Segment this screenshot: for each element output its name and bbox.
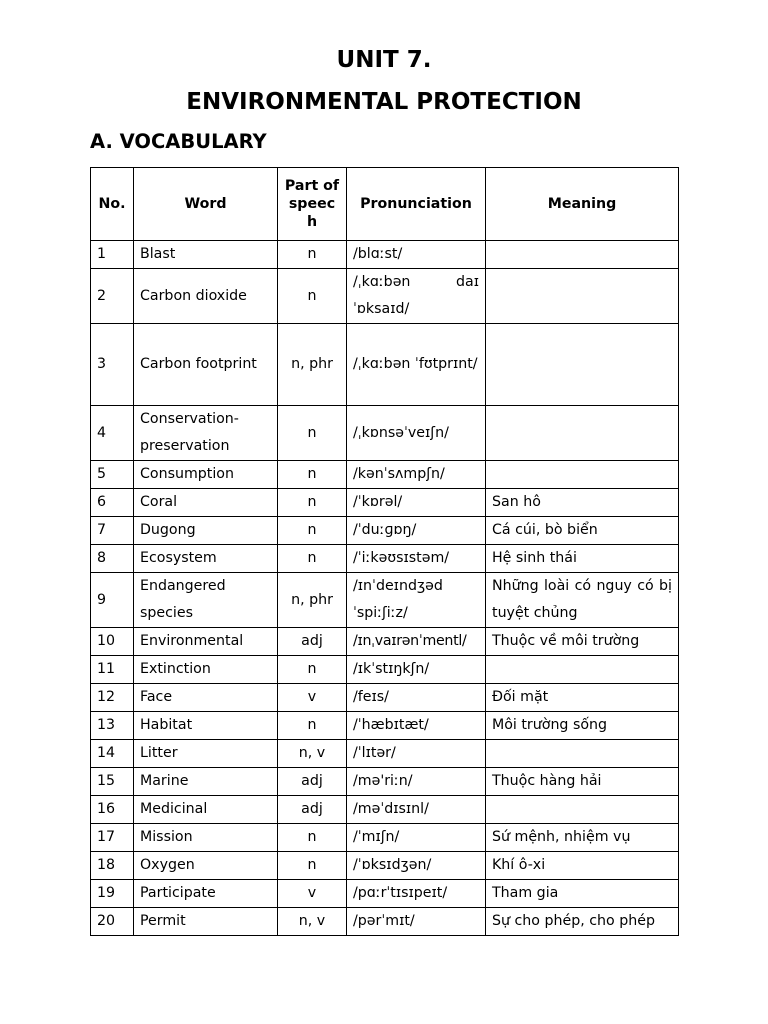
column-header-pronunciation: Pronunciation xyxy=(347,168,486,241)
row-word: Dugong xyxy=(134,517,278,545)
row-pronunciation: /ˈiːkəʊsɪstəm/ xyxy=(347,545,486,573)
table-header-row xyxy=(91,168,679,241)
row-word: Habitat xyxy=(134,712,278,740)
row-number: 17 xyxy=(91,824,134,852)
row-number: 15 xyxy=(91,768,134,796)
table-row xyxy=(91,406,679,461)
row-pronunciation: /feɪs/ xyxy=(347,684,486,712)
section-heading: A. VOCABULARY xyxy=(90,130,267,153)
row-word: Mission xyxy=(134,824,278,852)
table-row xyxy=(91,712,679,740)
table-row xyxy=(91,796,679,824)
row-pronunciation: /ˈɒksɪdʒən/ xyxy=(347,852,486,880)
row-pronunciation: /ˌkɑːbən ˈfʊtprɪnt/ xyxy=(347,324,486,406)
row-number: 11 xyxy=(91,656,134,684)
row-pronunciation: /məˈdɪsɪnl/ xyxy=(347,796,486,824)
row-meaning xyxy=(486,740,679,768)
row-part-of-speech: n xyxy=(278,406,347,461)
row-word: Face xyxy=(134,684,278,712)
row-part-of-speech: n, v xyxy=(278,908,347,936)
row-word: Extinction xyxy=(134,656,278,684)
row-number: 3 xyxy=(91,324,134,406)
row-number: 18 xyxy=(91,852,134,880)
table-row xyxy=(91,241,679,269)
row-number: 20 xyxy=(91,908,134,936)
row-part-of-speech: adj xyxy=(278,628,347,656)
row-word: Carbon footprint xyxy=(134,324,278,406)
table-row xyxy=(91,628,679,656)
row-pronunciation: /ˌkɒnsəˈveɪʃn/ xyxy=(347,406,486,461)
row-meaning: Thuộc hàng hải xyxy=(486,768,679,796)
row-pronunciation: /ˈhæbɪtæt/ xyxy=(347,712,486,740)
row-word: Blast xyxy=(134,241,278,269)
row-number: 5 xyxy=(91,461,134,489)
row-pronunciation xyxy=(347,269,486,324)
row-number: 6 xyxy=(91,489,134,517)
row-part-of-speech: n xyxy=(278,461,347,489)
row-pronunciation: /ɪkˈstɪŋkʃn/ xyxy=(347,656,486,684)
page-title: ENVIRONMENTAL PROTECTION xyxy=(186,89,582,115)
row-word: Medicinal xyxy=(134,796,278,824)
row-number: 19 xyxy=(91,880,134,908)
row-word: Endangered species xyxy=(134,573,278,628)
row-meaning: Đối mặt xyxy=(486,684,679,712)
row-meaning xyxy=(486,269,679,324)
row-meaning xyxy=(486,461,679,489)
row-word: Permit xyxy=(134,908,278,936)
row-pronunciation: /ɪnˈdeɪndʒəd ˈspiːʃiːz/ xyxy=(347,573,486,628)
column-header-meaning: Meaning xyxy=(486,168,679,241)
row-meaning: Sự cho phép, cho phép xyxy=(486,908,679,936)
table-row xyxy=(91,324,679,406)
row-part-of-speech: n xyxy=(278,852,347,880)
row-pronunciation: /ˈkɒrəl/ xyxy=(347,489,486,517)
row-meaning: San hô xyxy=(486,489,679,517)
row-meaning: Cá cúi, bò biển xyxy=(486,517,679,545)
row-part-of-speech: n, phr xyxy=(278,573,347,628)
row-meaning: Môi trường sống xyxy=(486,712,679,740)
row-number: 9 xyxy=(91,573,134,628)
row-number: 4 xyxy=(91,406,134,461)
row-word: Carbon dioxide xyxy=(134,269,278,324)
row-pronunciation: /blɑːst/ xyxy=(347,241,486,269)
table-row xyxy=(91,684,679,712)
row-meaning xyxy=(486,656,679,684)
table-row xyxy=(91,740,679,768)
table-row xyxy=(91,852,679,880)
unit-heading: UNIT 7. xyxy=(336,47,432,73)
column-header-part-of-speech: Part of speech xyxy=(278,168,347,241)
row-meaning: Hệ sinh thái xyxy=(486,545,679,573)
row-part-of-speech: n xyxy=(278,712,347,740)
row-pronunciation: /kənˈsʌmpʃn/ xyxy=(347,461,486,489)
row-pronunciation: /ɪnˌvaɪrənˈmentl/ xyxy=(347,628,486,656)
row-part-of-speech: n xyxy=(278,489,347,517)
row-part-of-speech: n xyxy=(278,241,347,269)
table-row xyxy=(91,517,679,545)
pronunciation-text: /ˌkɑːbən daɪ ˈɒksaɪd/ xyxy=(353,274,479,317)
row-word: Marine xyxy=(134,768,278,796)
row-word: Consumption xyxy=(134,461,278,489)
column-header-no: No. xyxy=(91,168,134,241)
row-part-of-speech: n xyxy=(278,824,347,852)
row-meaning: Tham gia xyxy=(486,880,679,908)
row-meaning xyxy=(486,406,679,461)
row-number: 2 xyxy=(91,269,134,324)
row-part-of-speech: n xyxy=(278,545,347,573)
row-number: 12 xyxy=(91,684,134,712)
row-meaning: Khí ô-xi xyxy=(486,852,679,880)
table-row xyxy=(91,880,679,908)
row-word: Environmental xyxy=(134,628,278,656)
row-meaning xyxy=(486,241,679,269)
row-number: 13 xyxy=(91,712,134,740)
table-row xyxy=(91,768,679,796)
row-part-of-speech: n xyxy=(278,269,347,324)
row-word: Conservation-preservation xyxy=(134,406,278,461)
row-number: 8 xyxy=(91,545,134,573)
row-pronunciation: /ˈlɪtər/ xyxy=(347,740,486,768)
row-word: Coral xyxy=(134,489,278,517)
row-part-of-speech: v xyxy=(278,880,347,908)
row-pronunciation: /ˈduːɡɒŋ/ xyxy=(347,517,486,545)
vocabulary-table xyxy=(90,167,679,936)
row-pronunciation: /ˈmɪʃn/ xyxy=(347,824,486,852)
row-meaning: Những loài có nguy có bị tuyệt chủng xyxy=(486,573,679,628)
row-part-of-speech: n, phr xyxy=(278,324,347,406)
row-part-of-speech: adj xyxy=(278,768,347,796)
row-part-of-speech: n xyxy=(278,656,347,684)
table-row xyxy=(91,573,679,628)
table-row xyxy=(91,545,679,573)
row-meaning: Sứ mệnh, nhiệm vụ xyxy=(486,824,679,852)
row-part-of-speech: n xyxy=(278,517,347,545)
row-number: 1 xyxy=(91,241,134,269)
row-meaning: Thuộc về môi trường xyxy=(486,628,679,656)
table-row xyxy=(91,461,679,489)
row-word: Ecosystem xyxy=(134,545,278,573)
row-pronunciation: /mə'riːn/ xyxy=(347,768,486,796)
table-row xyxy=(91,908,679,936)
row-number: 10 xyxy=(91,628,134,656)
row-pronunciation: /pɑːrˈtɪsɪpeɪt/ xyxy=(347,880,486,908)
table-row xyxy=(91,489,679,517)
row-pronunciation: /pərˈmɪt/ xyxy=(347,908,486,936)
table-row xyxy=(91,824,679,852)
column-header-word: Word xyxy=(134,168,278,241)
row-number: 16 xyxy=(91,796,134,824)
row-number: 14 xyxy=(91,740,134,768)
row-word: Participate xyxy=(134,880,278,908)
row-word: Litter xyxy=(134,740,278,768)
row-part-of-speech: n, v xyxy=(278,740,347,768)
table-row xyxy=(91,656,679,684)
row-word: Oxygen xyxy=(134,852,278,880)
row-meaning xyxy=(486,324,679,406)
row-number: 7 xyxy=(91,517,134,545)
row-part-of-speech: v xyxy=(278,684,347,712)
table-row xyxy=(91,269,679,324)
row-part-of-speech: adj xyxy=(278,796,347,824)
row-meaning xyxy=(486,796,679,824)
